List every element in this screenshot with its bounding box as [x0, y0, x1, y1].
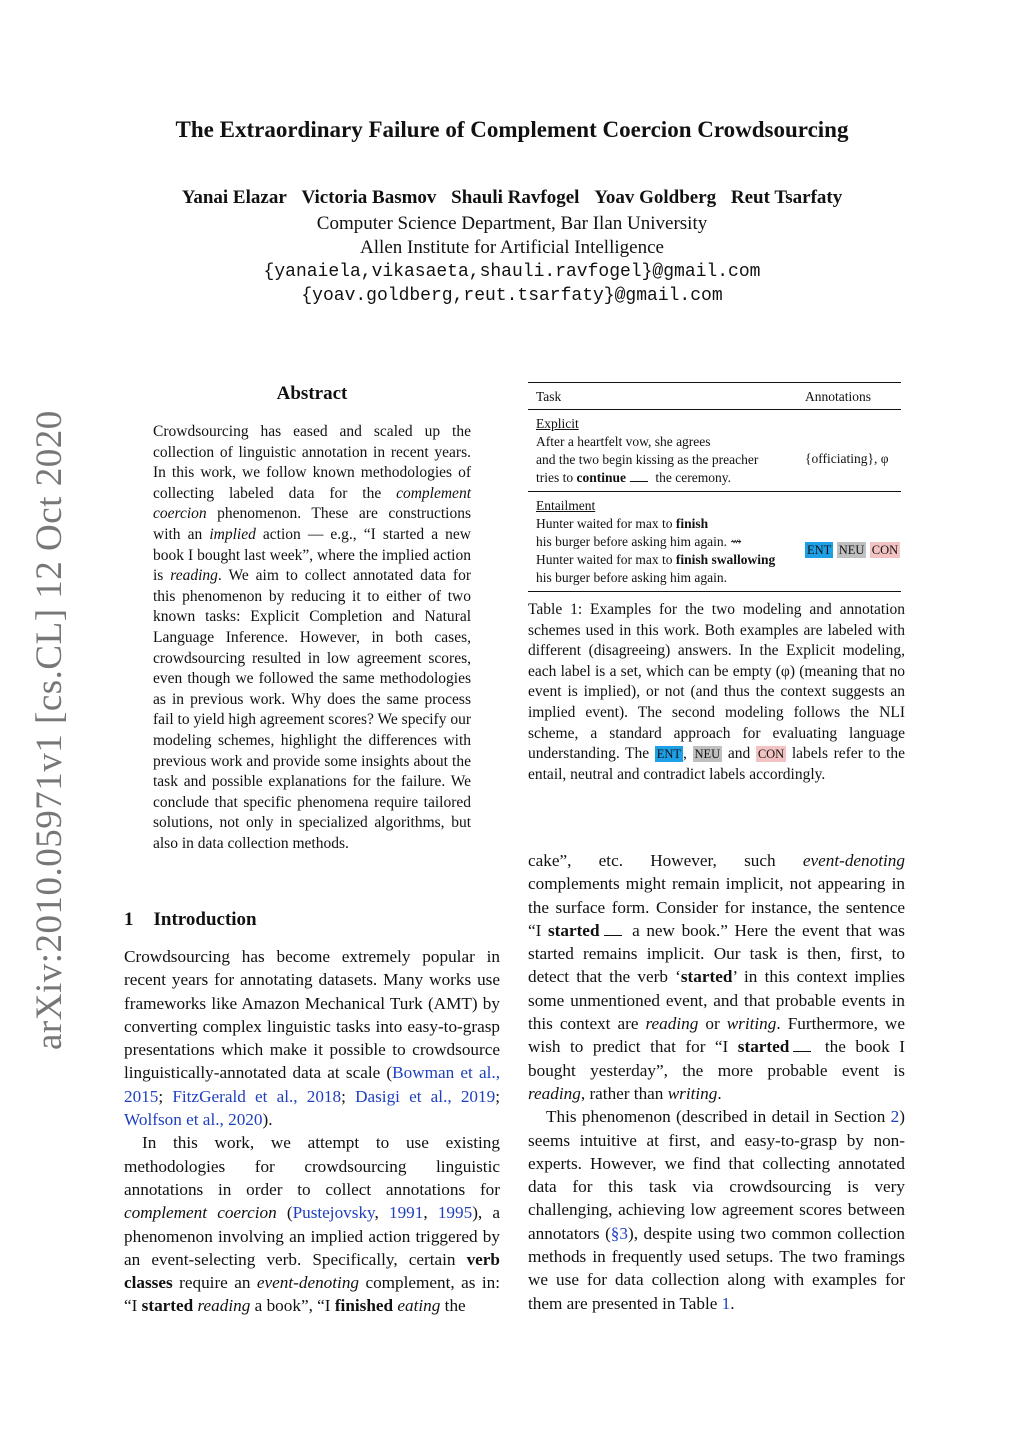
author: Shauli Ravfogel: [451, 187, 580, 208]
author: Reut Tsarfaty: [730, 187, 843, 208]
author: Victoria Basmov: [301, 187, 437, 208]
label-neu: NEU: [838, 543, 865, 557]
label-ent: ENT: [807, 543, 832, 557]
table-row-explicit: Explicit After a heartfelt vow, she agrees and the two begin kissing as the preacher tries to continue the ceremony. {officiating}, φ: [536, 416, 889, 485]
column-header: Annotations: [805, 389, 871, 404]
paragraph: cake”, etc. However, such event-denoting complements might remain implicit, not appearing in the surface form. Consider for instance, the sentence “I started a new book.” Here the event that was started remains implicit. Our task is then, first, to detect that the verb ‘started’ in this context implies some unmentioned event, and that probable events in this context are reading or writing. Furthermore, we wish to predict that for “I started the book I bought yesterday”, the more probable event is reading, rather than writing.: [528, 851, 905, 1103]
arxiv-identifier: arXiv:2010.05971v1 [cs.CL] 12 Oct 2020: [29, 410, 70, 1050]
citation-link[interactable]: 1991: [388, 1203, 424, 1223]
author: Yanai Elazar: [181, 187, 287, 208]
section-heading: 1 Introduction: [124, 909, 257, 930]
email: {yanaiela,vikasaeta,shauli.ravfogel}@gmail.com: [263, 262, 761, 282]
affiliation: Allen Institute for Artificial Intelligence: [360, 237, 664, 258]
citation-link[interactable]: Wolfson et al., 2020: [124, 1110, 263, 1130]
paper-title: The Extraordinary Failure of Complement Coercion Crowdsourcing: [175, 117, 849, 142]
email: {yoav.goldberg,reut.tsarfaty}@gmail.com: [301, 286, 723, 306]
table-link[interactable]: 1: [721, 1293, 731, 1313]
section-link[interactable]: §3: [610, 1223, 628, 1243]
annotation-cell: {officiating}, φ: [805, 451, 889, 466]
table-1: [528, 382, 901, 592]
author: Yoav Goldberg: [594, 187, 717, 208]
author-list: [0, 187, 1024, 209]
paragraph: Crowdsourcing has become extremely popular in recent years for annotating datasets. Many works use frameworks like Amazon Mechanical Turk (AMT) by converting complex linguistic tasks into easy-to-grasp presentations which make it possible to crowdsource linguistically-annotated data at scale (Bowman et al., 2015; FitzGerald et al., 2018; Dasigi et al., 2019; Wolfson et al., 2020).: [124, 947, 500, 1130]
citation-link[interactable]: Dasigi et al., 2019: [355, 1086, 496, 1106]
table-header-row: [528, 383, 901, 409]
section-link[interactable]: 2: [890, 1107, 900, 1127]
label-con: CON: [871, 543, 899, 557]
paragraph: This phenomenon (described in detail in Section 2) seems intuitive at first, and easy-to-grasp by non-experts. However, we find that collecting annotated data for this task via crowdsourcing is very challenging, achieving low agreement scores between annotators (§3), despite using two common collection methods in frequently used setups. The two framings we use for data collection along with examples for them are presented in Table 1.: [528, 1107, 905, 1313]
affiliation: Computer Science Department, Bar Ilan University: [316, 213, 708, 234]
citation-link[interactable]: FitzGerald et al., 2018: [172, 1086, 342, 1106]
paragraph: In this work, we attempt to use existing methodologies for crowdsourcing linguistic annotations in order to collect annotations for complement coercion (Pustejovsky, 1991, 1995), a phenomenon involving an implied action triggered by an event-selecting verb. Specifically, certain verb classes require an event-denoting complement, as in: “I started reading a book”, “I finished eating the: [124, 1133, 501, 1316]
citation-link[interactable]: Bowman et al., 2015: [124, 1063, 500, 1106]
table-row-entailment: Entailment Hunter waited for max to finish his burger before asking him again. ⇝ Hunter waited for max to finish swallowing his burger before asking him again. ENT NEU CON: [536, 498, 899, 585]
citation-link[interactable]: 1995: [437, 1203, 473, 1223]
intro-left-column: [124, 945, 500, 1318]
intro-right-column: [528, 849, 905, 1315]
table-caption: Table 1: Examples for the two modeling and annotation schemes used in this work. Both examples are labeled with different (disagreeing) answers. In the Explicit modeling, each label is a set, which can be empty (φ) (meaning that no event is implied), or not (and thus the context suggests an implied event). The second modeling follows the NLI scheme, a standard approach for evaluating language understanding. The ENT , NEU and CON labels refer to the entail, neutral and contradict labels accordingly.: [528, 601, 906, 783]
annotation-cell: [805, 541, 900, 559]
abstract-text: Crowdsourcing has eased and scaled up the collection of linguistic annotation in recent years. In this work, we follow known methodologies of collecting labeled data for the complement coercion phenomenon. These are constructions with an implied action — e.g., “I started a new book I bought last week”, where the implied action is reading. We aim to collect annotated data for this phenomenon by reducing it to either of two known tasks: Explicit Completion and Natural Language Inference. However, in both cases, crowdsourcing resulted in low agreement scores, even though we followed the same methodologies as in previous work. Why does the same process fail to yield high agreement scores? We specify our modeling schemes, highlight the differences with previous work and provide some insights about the task and possible explanations for the failure. We conclude that specific phenomena require tailored solutions, not only in specialized algorithms, but also in data collection methods.: [153, 423, 472, 852]
citation-link[interactable]: Pustejovsky: [292, 1203, 375, 1223]
column-header: Task: [536, 389, 562, 404]
abstract-heading: Abstract: [276, 383, 348, 404]
